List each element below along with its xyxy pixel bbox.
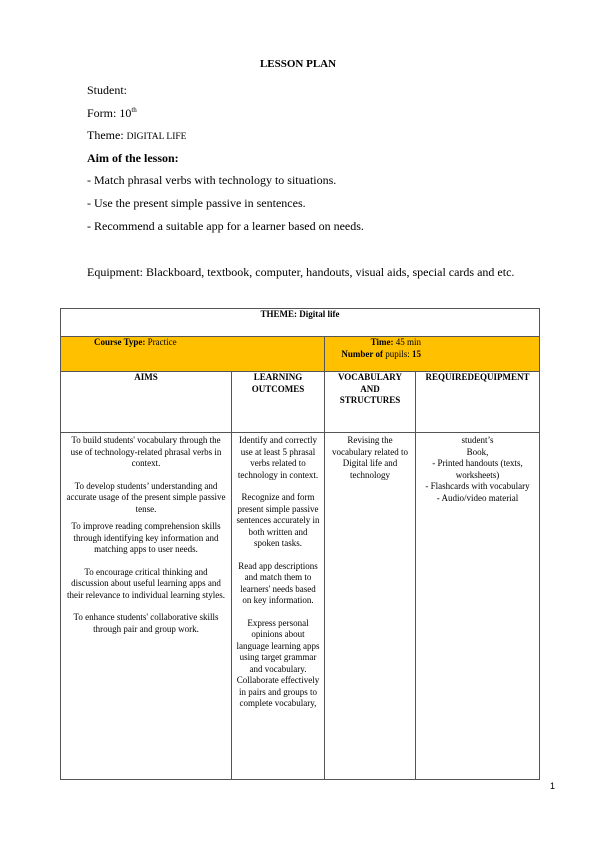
outcomes-cell — [232, 433, 325, 780]
aim-item: - Match phrasal verbs with technology to situations. — [87, 173, 337, 187]
equipment-line: Equipment: Blackboard, textbook, computer, handouts, visual aids, special cards and etc. — [87, 265, 515, 279]
aim-text: To enhance students' collaborative skills through pair and group work. — [73, 612, 219, 634]
theme-line — [87, 128, 187, 144]
vocabulary-cell: Revising the vocabulary related to Digital life and technology — [325, 433, 416, 780]
equipment-item: - Flashcards with vocabulary — [425, 481, 530, 491]
pupils-mid: pupils: — [385, 348, 412, 359]
outcome-text: Recognize and form present simple passive sentences accurately in both written and spoken tasks. — [236, 492, 320, 548]
aim-text: To build students' vocabulary through the use of technology-related phrasal verbs in context. — [70, 435, 222, 468]
equipment-item: - Audio/video material — [436, 492, 519, 503]
aim-text: To encourage critical thinking and discussion about useful learning apps and their relevance to individual learning styles. — [67, 566, 225, 600]
theme-cell: THEME: Digital life — [61, 309, 540, 337]
course-type-cell — [61, 337, 325, 372]
time-label: Time: — [370, 337, 396, 347]
course-type-value: Practice — [147, 337, 177, 347]
outcome-text: Identify and correctly use at least 5 phrasal verbs related to technology in context. — [237, 435, 319, 480]
time-value: 45 min — [395, 337, 421, 347]
aim-item: - Use the present simple passive in sentences. — [87, 196, 306, 210]
outcome-text: Collaborate effectively in pairs and groups to complete vocabulary, — [236, 675, 320, 708]
pupils-label: Number of — [341, 348, 386, 359]
equipment-cell — [416, 433, 540, 780]
theme-value: DIGITAL LIFE — [126, 132, 187, 142]
aim-text: To develop students’ understanding and accurate usage of the present simple passive tense. — [66, 480, 226, 514]
outcome-text: Express personal opinions about language learning apps using target grammar and vocabulary. — [236, 617, 320, 674]
time-pupils-cell — [325, 337, 540, 372]
form-superscript: th — [131, 106, 137, 114]
pupils-value: 15 — [412, 348, 421, 359]
outcome-text: Read app descriptions and match them to learners' needs based on key information. — [238, 560, 318, 605]
form-line — [87, 106, 137, 120]
lesson-plan-table — [60, 308, 540, 780]
equipment-item: student’s — [461, 435, 494, 445]
equipment-item: - Printed handouts (texts, worksheets) — [432, 458, 523, 480]
document-title: LESSON PLAN — [259, 58, 337, 70]
aim-item: - Recommend a suitable app for a learner based on needs. — [87, 219, 364, 233]
theme-row — [61, 309, 540, 337]
student-line: Student: — [87, 83, 128, 97]
header-equipment: REQUIREDEQUIPMENT — [416, 372, 540, 433]
aim-text: To improve reading comprehension skills through identifying key information and matching apps to user needs. — [71, 521, 221, 554]
header-row — [61, 372, 540, 433]
form-label: Form: 10 — [87, 106, 132, 120]
equipment-item: Book, — [466, 446, 489, 457]
pupils-line — [325, 349, 421, 361]
aim-heading: Aim of the lesson: — [87, 151, 179, 165]
course-type-label: Course Type: — [94, 337, 148, 347]
page-number: 1 — [550, 781, 556, 791]
aims-cell — [61, 433, 232, 780]
content-row — [61, 433, 540, 780]
header-outcomes: LEARNING OUTCOMES — [232, 372, 325, 433]
time-line — [325, 337, 421, 349]
header-aims: AIMS — [61, 372, 232, 433]
course-row — [61, 337, 540, 372]
header-vocabulary: VOCABULARY AND STRUCTURES — [325, 372, 416, 433]
theme-label: Theme: — [87, 128, 127, 142]
